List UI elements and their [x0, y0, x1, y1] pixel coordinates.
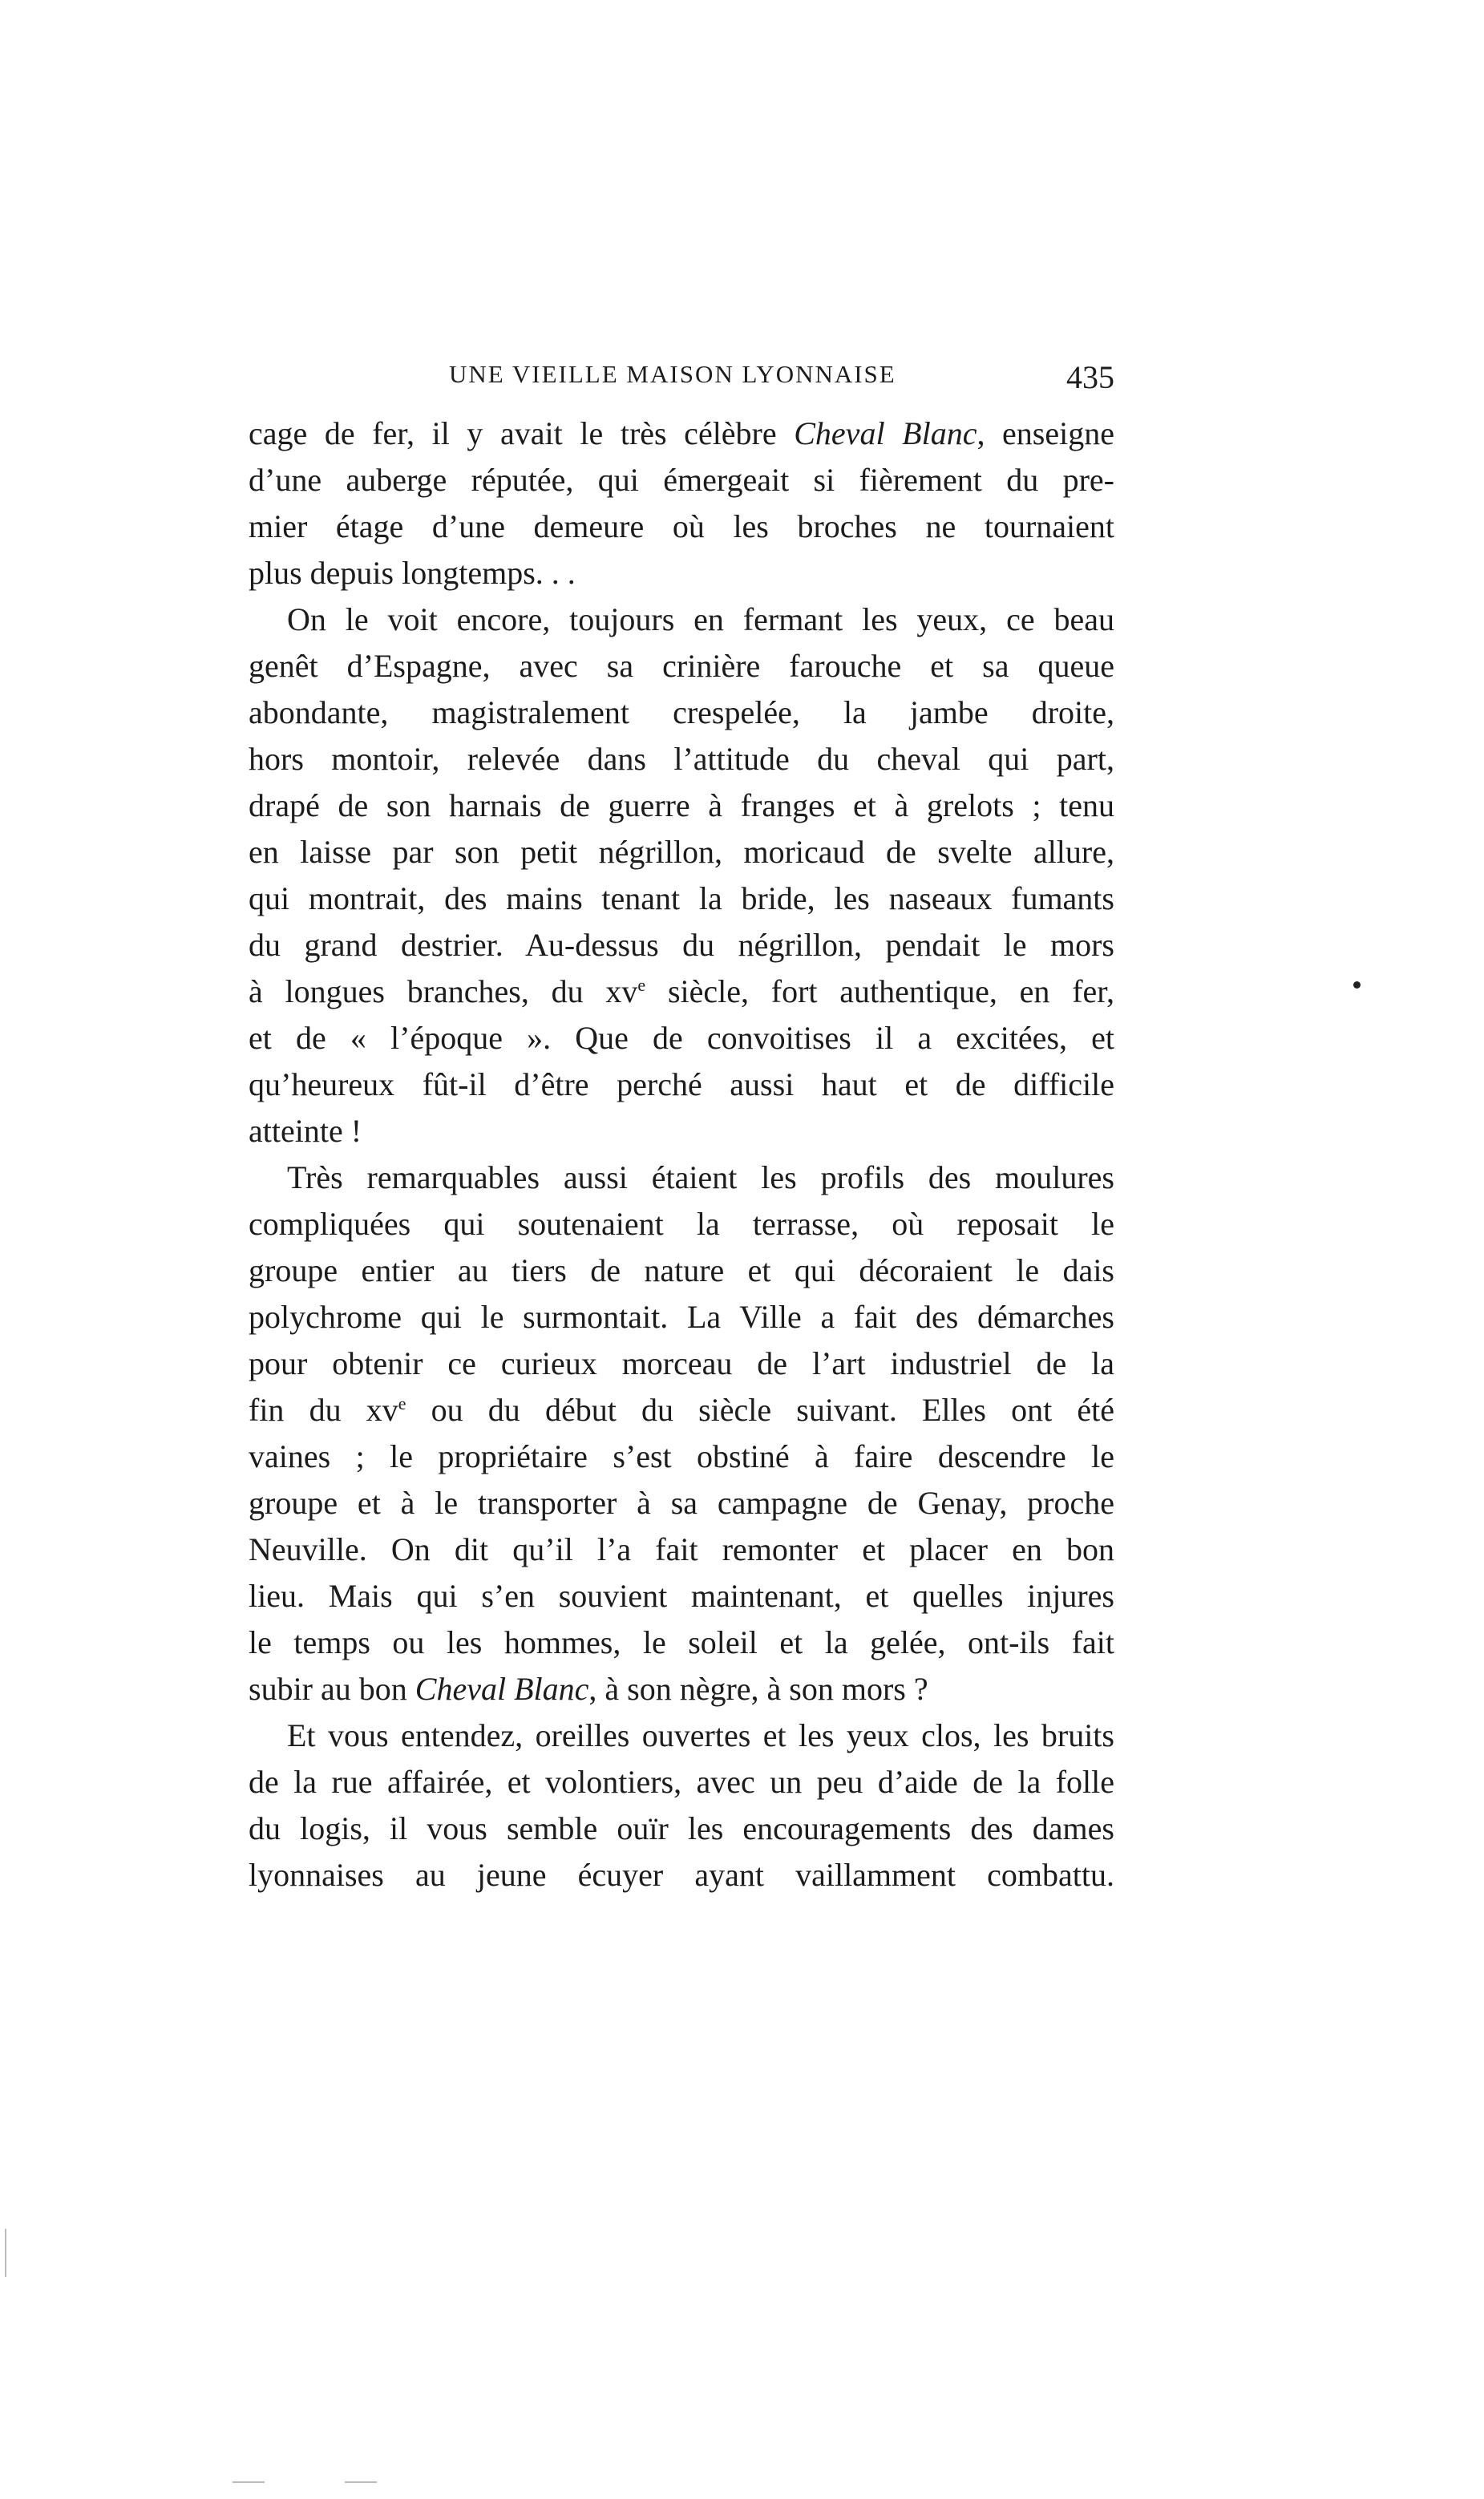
- text-line: le temps ou les hommes, le soleil et la gelée, ont-ils fait: [249, 1624, 1114, 1660]
- text-line: Très remarquables aussi étaient les profils des moulures: [287, 1159, 1114, 1195]
- paragraph-3: [249, 1154, 1114, 1713]
- text-line: Et vous entendez, oreilles ouvertes et les yeux clos, les bruits: [287, 1717, 1114, 1753]
- paragraph-2: [249, 596, 1114, 1154]
- scan-edge-mark: [5, 2229, 6, 2277]
- text-line: qui montrait, des mains tenant la bride, les naseaux fumants: [249, 880, 1114, 916]
- paragraph-1: [249, 410, 1114, 596]
- scan-edge-mark: [233, 2481, 265, 2483]
- text-line: vaines ; le propriétaire s’est obstiné à faire descendre le: [249, 1438, 1114, 1474]
- ink-speck: [1353, 981, 1361, 989]
- text-line: groupe et à le transporter à sa campagne de Genay, proche: [249, 1485, 1114, 1521]
- text-line: fin du $xv^e$ ou du début du siècle suivant. Elles ont été: [249, 1392, 1115, 1428]
- text-line: cage de fer, il y avait le très célèbre Cheval Blanc, enseigne: [249, 415, 1114, 451]
- text-line: hors montoir, relevée dans l’attitude du cheval qui part,: [249, 741, 1114, 777]
- text-line: polychrome qui le surmontait. La Ville a fait des démarches: [249, 1299, 1114, 1335]
- text-line: plus depuis longtemps. . .: [249, 555, 576, 591]
- text-line: et de « l’époque ». Que de convoitises il a excitées, et: [249, 1020, 1114, 1056]
- running-head: [249, 354, 1114, 394]
- text-line: lyonnaises au jeune écuyer ayant vaillamment combattu.: [249, 1857, 1114, 1893]
- running-title: UNE VIEILLE MAISON LYONNAISE: [449, 360, 896, 388]
- text-line: d’une auberge réputée, qui émergeait si fièrement du pre-: [249, 462, 1114, 498]
- scan-edge-mark: [345, 2481, 377, 2483]
- text-line: compliquées qui soutenaient la terrasse, où reposait le: [249, 1206, 1114, 1242]
- superscript: e: [398, 1393, 406, 1413]
- italic-title: Cheval Blanc: [414, 1671, 589, 1707]
- text-line: lieu. Mais qui s’en souvient maintenant, et quelles injures: [249, 1578, 1114, 1614]
- superscript: e: [637, 975, 646, 995]
- text-line: pour obtenir ce curieux morceau de l’art industriel de la: [249, 1345, 1114, 1381]
- text-line: groupe entier au tiers de nature et qui décoraient le dais: [249, 1252, 1114, 1288]
- italic-title: Cheval Blanc: [794, 415, 977, 451]
- text-line: subir au bon Cheval Blanc, à son nègre, à son mors ?: [249, 1671, 928, 1707]
- text-line: Neuville. On dit qu’il l’a fait remonter et placer en bon: [249, 1531, 1114, 1567]
- text-line: mier étage d’une demeure où les broches ne tournaient: [249, 508, 1114, 544]
- text-line: On le voit encore, toujours en fermant les yeux, ce beau: [287, 601, 1114, 637]
- text-line: de la rue affairée, et volontiers, avec un peu d’aide de la folle: [249, 1764, 1114, 1800]
- page-number: 435: [1066, 359, 1114, 395]
- text-line: du logis, il vous semble ouïr les encouragements des dames: [249, 1810, 1114, 1846]
- text-line: à longues branches, du $xv^e$ siècle, fort authentique, en fer,: [249, 973, 1114, 1009]
- paragraph-4: [249, 1713, 1114, 1899]
- text-line: du grand destrier. Au-dessus du négrillon, pendait le mors: [249, 927, 1114, 963]
- text-line: abondante, magistralement crespelée, la jambe droite,: [249, 694, 1114, 730]
- text-line: genêt d’Espagne, avec sa crinière farouche et sa queue: [249, 648, 1114, 684]
- text-line: atteinte !: [249, 1113, 362, 1149]
- text-line: en laisse par son petit négrillon, moricaud de svelte allure,: [249, 834, 1114, 870]
- text-line: qu’heureux fût-il d’être perché aussi haut et de difficile: [249, 1066, 1114, 1102]
- text-line: drapé de son harnais de guerre à franges et à grelots ; tenu: [249, 787, 1114, 823]
- body-text: [249, 410, 1114, 1899]
